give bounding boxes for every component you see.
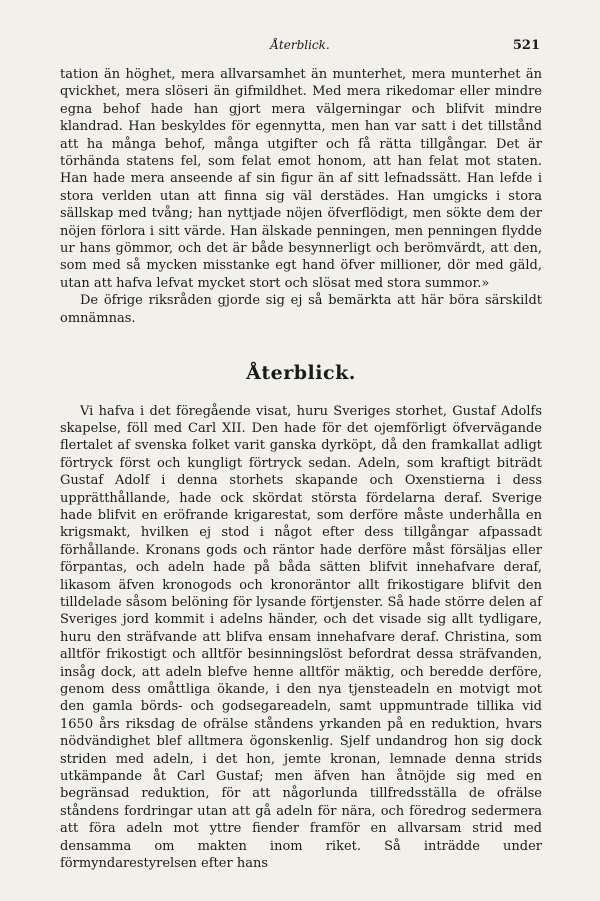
page-header (0, 38, 600, 58)
paragraph: De öfrige riksråden gjorde sig ej så bemärkta att här böra särskildt omnämnas. (60, 293, 542, 326)
page-body (60, 66, 542, 872)
section-title: Återblick. (246, 362, 356, 385)
page-number: 521 (512, 38, 540, 53)
paragraph-continued: tation än höghet, mera allvarsamhet än munterhet, mera munterhet än qvickhet, mera slöseri än gifmildhet. Med mera rikedomar eller mindre egna behof hade han gjort mera välgerningar och blifvit mindre klandrad. Han beskyldes för egennytta, men han var satt i det tillstånd att ha många behof, många utgifter och få rätta tillgångar. Det är törhända statens fel, som felat emot honom, att han felat mot staten. Han hade mera anseende af sin figur än af sitt lefnadssätt. Han lefde i stora verlden utan att finna sig väl derstädes. Han umgicks i stora sällskap med tvång; han nyttjade nöjen öfverflödigt, men sökte dem der nöjen förlora i sitt värde. Han älskade penningen, men penningen flydde ur hans gömmor, och det är både besynnerligt och berömvärdt, att den, som med så mycken misstanke egt hand öfver millioner, dör med gäld, utan att hafva lefvat mycket stort och slösat med stora summor.» (60, 67, 542, 291)
running-head: Återblick. (270, 38, 330, 52)
paragraph: Vi hafva i det föregående visat, huru Sveriges storhet, Gustaf Adolfs skapelse, föll med Carl XII. Den hade för det ojemförligt öfvervägande flertalet af svenska folket varit ganska dyrköpt, då den framkallat adligt förtryck först och kungligt förtryck sedan. Adeln, som kraftigt biträdt Gustaf Adolf i denna storhets skapande och Oxenstierna i dess upprätthållande, hade ock skördat största fördelarna deraf. Sverige hade blifvit en eröfrande krigarestat, som derföre måste underhålla en krigsmakt, hvilken ej stod i något efter dess tillgångar afpassadt förhållande. Kronans gods och räntor hade derföre måst försäljas eller förpantas, och adeln hade på båda sätten blifvit innehafvare deraf, likasom äfven kronogods och kronoräntor allt frikostigare blifvit den tilldelade såsom belöning för lysande förtjenster. Så hade större delen af Sveriges jord kommit i adelns händer, och det visade sig allt tydligare, huru den sträfvande att blifva ensam innehafvare deraf. Christina, som alltför frikostigt och alltför besinningslöst befordrat dessa sträfvanden, insåg dock, att adeln blefve henne alltför mäktig, och beredde derföre, genom dess omåttliga ökande, i den nya tjensteadeln en motvigt mot den gamla börds- och godsegareadeln, samt uppmuntrade tillika vid 1650 års riksdag de ofrälse ståndens yrkanden på en reduktion, hvars nödvändighet blef alltmera ögonskenlig. Sjelf undandrog hon sig dock striden med adeln, i det hon, jemte kronan, lemnade denna strids utkämpande åt Carl Gustaf; men äfven han åtnöjde sig med en begränsad reduktion, för att någorlunda tillfredsställa de ofrälse ståndens fordringar utan att gå adeln för nära, och föredrog sedermera att föra adeln mot yttre fiender framför en allvarsam strid med densamma om makten inom riket. Så inträdde under förmyndarestyrelsen efter hans (60, 403, 542, 872)
